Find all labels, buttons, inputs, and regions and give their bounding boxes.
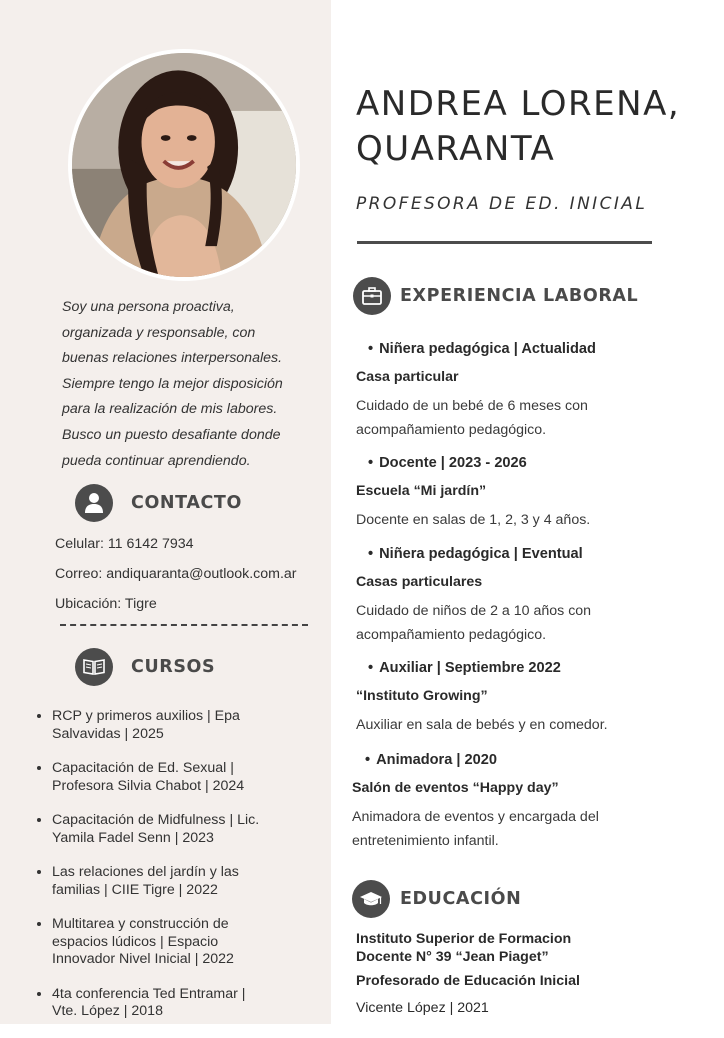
course-line: Profesora Silvia Chabot | 2024 [52, 777, 245, 794]
bio-text [62, 295, 324, 474]
bio-line: pueda continuar aprendiendo. [62, 452, 251, 469]
experience-heading-label: EXPERIENCIA LABORAL [400, 286, 639, 306]
bio-line: Siempre tengo la mejor disposición [62, 375, 283, 392]
course-line: Innovador Nivel Inicial | 2022 [52, 951, 234, 967]
name-line-2: QUARANTA [356, 129, 556, 169]
job-desc-line: Animadora de eventos y encargada del [352, 809, 599, 825]
bio-line: Soy una persona proactiva, [62, 299, 235, 315]
job-title [365, 752, 497, 768]
bullet-icon: • [365, 752, 371, 768]
person-name [356, 82, 696, 172]
job-description [356, 599, 666, 647]
briefcase-icon [353, 277, 391, 315]
job-desc-line: entretenimiento infantil. [352, 833, 499, 849]
list-item [52, 812, 342, 847]
contact-heading [75, 484, 242, 522]
job-desc-line: Docente en salas de 1, 2, 3 y 4 años. [356, 512, 591, 528]
education-heading [352, 880, 521, 918]
list-item [52, 708, 342, 743]
course-line: Capacitación de Ed. Sexual | [52, 760, 234, 776]
job-title [368, 546, 583, 562]
course-line: familias | CIIE Tigre | 2022 [52, 881, 218, 898]
job-title-text: Niñera pedagógica | Eventual [379, 546, 583, 562]
job-title [368, 455, 527, 471]
job-description [356, 394, 666, 442]
course-line: Salvavidas | 2025 [52, 725, 164, 742]
bullet-icon: • [368, 660, 374, 676]
job-description [356, 508, 666, 532]
bio-line: para la realización de mis labores. [62, 401, 278, 418]
profile-photo [68, 49, 300, 281]
education-institution [356, 930, 571, 966]
experience-heading [353, 277, 638, 315]
job-title [368, 660, 561, 676]
bullet-icon: • [368, 546, 374, 562]
job-desc-line: Cuidado de un bebé de 6 meses con [356, 398, 588, 414]
bio-line: buenas relaciones interpersonales. [62, 350, 283, 367]
job-title-text: Animadora | 2020 [376, 752, 497, 768]
name-line-1: ANDREA LORENA, [356, 84, 681, 124]
job-title-text: Auxiliar | Septiembre 2022 [379, 660, 561, 676]
job-description [352, 805, 662, 853]
course-line: Capacitación de Midfulness | Lic. [52, 812, 260, 828]
course-line: Multitarea y construcción de [52, 916, 229, 932]
contact-location: Ubicación: Tigre [55, 596, 157, 612]
title-divider [357, 241, 652, 244]
book-icon [75, 648, 113, 686]
course-line: 4ta conferencia Ted Entramar | [52, 985, 246, 1002]
institution-line: Docente N° 39 “Jean Piaget” [356, 949, 549, 965]
education-degree: Profesorado de Educación Inicial [356, 973, 580, 989]
bullet-icon: • [368, 341, 374, 357]
list-item [52, 986, 342, 1021]
course-line: Yamila Fadel Senn | 2023 [52, 829, 214, 846]
job-place: Casa particular [356, 369, 459, 385]
job-title [368, 341, 596, 357]
course-line: Vte. López | 2018 [52, 1003, 163, 1019]
job-title-text: Docente | 2023 - 2026 [379, 455, 527, 471]
job-place: Casas particulares [356, 574, 483, 590]
list-item [52, 864, 342, 899]
contact-heading-label: CONTACTO [131, 493, 242, 513]
job-desc-line: acompañamiento pedagógico. [356, 627, 547, 643]
education-location-year: Vicente López | 2021 [356, 1000, 489, 1016]
job-place: Escuela “Mi jardín” [356, 483, 487, 499]
job-desc-line: Cuidado de niños de 2 a 10 años con [356, 603, 592, 619]
course-line: Las relaciones del jardín y las [52, 864, 239, 880]
list-item [52, 916, 342, 969]
job-title-text: Niñera pedagógica | Actualidad [379, 341, 596, 357]
list-item [52, 760, 342, 795]
profile-photo-graphic [72, 53, 296, 277]
job-desc-line: acompañamiento pedagógico. [356, 422, 547, 438]
course-line: RCP y primeros auxilios | Epa [52, 708, 240, 724]
dashed-divider [60, 624, 308, 626]
user-icon [75, 484, 113, 522]
job-description [356, 713, 666, 737]
bullet-icon: • [368, 455, 374, 471]
job-place: “Instituto Growing” [356, 688, 488, 704]
courses-heading [75, 648, 215, 686]
bio-line: organizada y responsable, con [62, 324, 256, 341]
courses-list [34, 708, 342, 1038]
contact-email[interactable]: Correo: andiquaranta@outlook.com.ar [55, 566, 297, 582]
job-place: Salón de eventos “Happy day” [352, 780, 559, 796]
education-heading-label: EDUCACIÓN [400, 889, 522, 909]
job-desc-line: Auxiliar en sala de bebés y en comedor. [356, 717, 608, 733]
course-line: espacios lúdicos | Espacio [52, 933, 219, 950]
graduation-cap-icon [352, 880, 390, 918]
courses-heading-label: CURSOS [131, 657, 216, 677]
institution-line: Instituto Superior de Formacion [356, 931, 572, 947]
bio-line: Busco un puesto desafiante donde [62, 426, 281, 443]
contact-phone: Celular: 11 6142 7934 [55, 536, 194, 552]
job-role: PROFESORA DE ED. INICIAL [356, 194, 648, 214]
